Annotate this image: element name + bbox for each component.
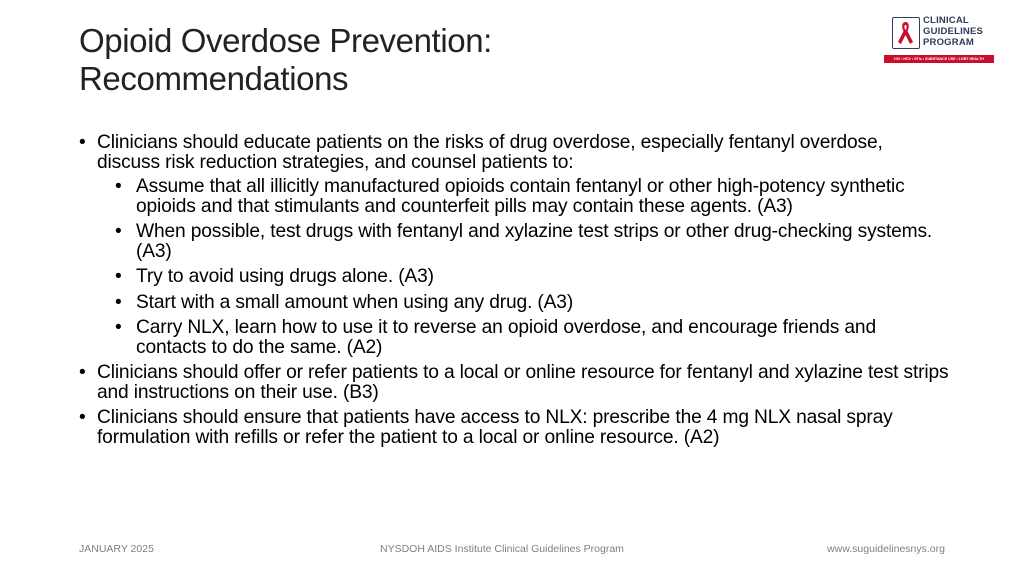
- bullet-item: [79, 408, 949, 447]
- clinical-guidelines-program-logo: [884, 14, 994, 64]
- footer-date: JANUARY 2025: [79, 543, 154, 555]
- bullet-text: Clinicians should offer or refer patients to a local or online resource for fentanyl and xylazine test strips and instructions on their use. (B3): [97, 362, 949, 403]
- logo-tagline-bar: HIV • HCV • STIs • SUBSTANCE USE • LGBT HEALTH: [884, 55, 994, 63]
- slide-title: [79, 22, 839, 98]
- bullet-item: [79, 133, 949, 357]
- ribbon-icon: [892, 17, 920, 49]
- sub-bullet-item: • When possible, test drugs with fentanyl and xylazine test strips or other drug-checking systems. (A3): [115, 222, 949, 261]
- footer-website: www.suguidelinesnys.org: [827, 543, 945, 555]
- footer-organization: NYSDOH AIDS Institute Clinical Guidelines Program: [380, 543, 624, 555]
- recommendations-list: [79, 133, 949, 453]
- sub-bullet-item: • Try to avoid using drugs alone. (A3): [115, 267, 949, 287]
- sub-bullet-item: • Start with a small amount when using any drug. (A3): [115, 293, 949, 313]
- bullet-item: [79, 363, 949, 402]
- title-line-2: Recommendations: [79, 60, 349, 97]
- bullet-text: Clinicians should educate patients on the risks of drug overdose, especially fentanyl overdose, discuss risk reduction strategies, and counsel patients to:: [97, 132, 883, 173]
- sub-bullet-item: • Carry NLX, learn how to use it to reverse an opioid overdose, and encourage friends and contacts to do the same. (A2): [115, 318, 949, 357]
- title-line-1: Opioid Overdose Prevention:: [79, 22, 492, 59]
- bullet-text: Clinicians should ensure that patients have access to NLX: prescribe the 4 mg NLX nasal spray formulation with refills or refer the patient to a local or online resource. (A2): [97, 407, 893, 448]
- logo-wordmark: CLINICAL GUIDELINES PROGRAM: [923, 15, 984, 48]
- sub-bullet-item: • Assume that all illicitly manufactured opioids contain fentanyl or other high-potency synthetic opioids and that stimulants and counterfeit pills may contain these agents. (A3): [115, 177, 949, 216]
